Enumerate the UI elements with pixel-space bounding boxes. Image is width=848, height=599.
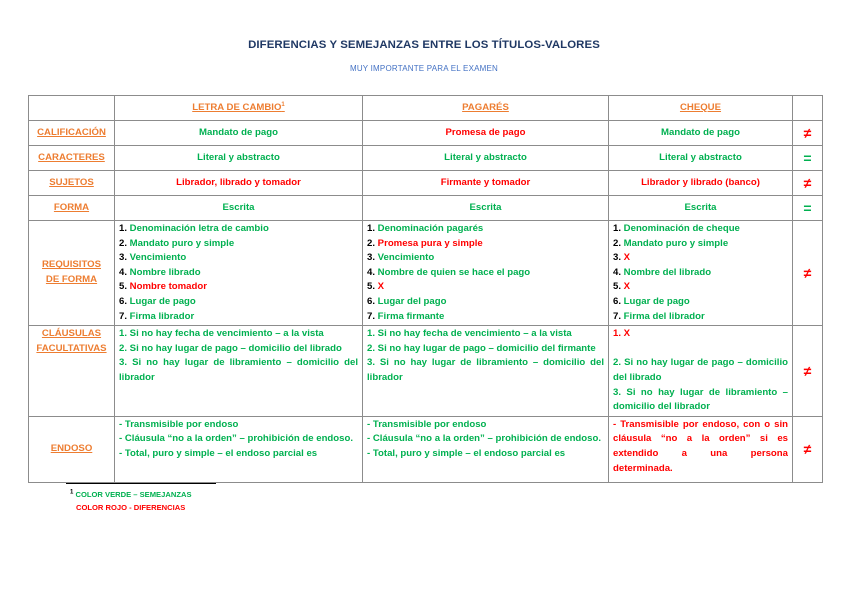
list-item: - Transmisible por endoso, con o sin cláusula “no a la orden” si es extendido a una persona determinada.	[613, 418, 788, 474]
item-number: 7.	[367, 310, 376, 322]
list-item	[119, 251, 358, 266]
item-text: Promesa pura y simple	[375, 237, 483, 249]
item-text: X	[621, 281, 631, 293]
list-item	[613, 266, 788, 281]
list-item	[367, 237, 604, 252]
row-label-line: FACULTATIVAS	[36, 342, 107, 354]
item-number: 6.	[367, 295, 376, 307]
list-item: 3. Si no hay lugar de libramiento – domicilio del librador	[367, 357, 604, 383]
row-forma	[29, 196, 823, 221]
header-cheque: CHEQUE	[609, 96, 793, 121]
cell-calificacion-cheque: Mandato de pago	[609, 121, 793, 146]
row-label-caracteres: CARACTERES	[29, 146, 115, 171]
list-item: 2. Si no hay lugar de pago – domicilio del librado	[613, 357, 788, 383]
item-number: 7.	[613, 310, 622, 322]
item-text: Nombre tomador	[127, 281, 207, 293]
list-item	[367, 280, 604, 295]
cell-requisitos-letra	[115, 221, 363, 326]
footnote-divider	[66, 483, 216, 484]
document-subtitle: MUY IMPORTANTE PARA EL EXAMEN	[349, 64, 499, 73]
list-item	[119, 295, 358, 310]
item-text: Firma del librador	[621, 310, 705, 322]
list-item: - Total, puro y simple – el endoso parcial es	[367, 447, 566, 459]
list-item: 1. Si no hay fecha de vencimiento – a la vista	[367, 328, 572, 340]
item-text: Vencimiento	[375, 252, 435, 264]
list-item	[613, 222, 788, 237]
row-caracteres	[29, 146, 823, 171]
list-item	[613, 251, 788, 266]
cell-sujetos-cheque: Librador y librado (banco)	[609, 171, 793, 196]
item-text: Denominación letra de cambio	[127, 223, 269, 234]
list-item: - Transmisible por endoso	[367, 418, 487, 430]
row-label-clausulas	[29, 326, 115, 417]
item-text: Vencimiento	[127, 252, 187, 264]
list-item: 3. Si no hay lugar de libramiento – domicilio del librador	[119, 357, 358, 383]
item-number: 3.	[613, 252, 622, 264]
cell-sujetos-letra: Librador, librado y tomador	[115, 171, 363, 196]
footnote-green	[70, 490, 192, 499]
symbol-different: ≠	[793, 326, 823, 417]
header-symbol-cell	[793, 96, 823, 121]
item-number: 3.	[367, 252, 376, 264]
item-text: Nombre librado	[127, 266, 201, 278]
header-empty-cell	[29, 96, 115, 121]
item-number: 2.	[119, 237, 128, 249]
item-number: 6.	[613, 295, 622, 307]
item-number: 4.	[367, 266, 376, 278]
list-item: - Cláusula “no a la orden” – prohibición de endoso.	[119, 433, 354, 445]
cell-calificacion-letra: Mandato de pago	[115, 121, 363, 146]
cell-forma-letra: Escrita	[115, 196, 363, 221]
row-label-forma: FORMA	[29, 196, 115, 221]
list-item	[613, 280, 788, 295]
header-letra-label: LETRA DE CAMBIO	[192, 101, 282, 113]
cell-forma-pagare: Escrita	[363, 196, 609, 221]
list-item	[119, 222, 358, 237]
list-item: 1. X	[613, 328, 631, 340]
cell-endoso-letra	[115, 416, 363, 482]
list-item: 1. Si no hay fecha de vencimiento – a la vista	[119, 328, 324, 340]
item-text: Nombre de quien se hace el pago	[375, 266, 531, 278]
footnote-ref: 1	[281, 101, 285, 108]
cell-clip	[613, 418, 788, 478]
symbol-equal: =	[793, 146, 823, 171]
header-pagares: PAGARÉS	[363, 96, 609, 121]
item-text: Denominación de cheque	[621, 223, 740, 234]
symbol-different: ≠	[793, 416, 823, 482]
item-text: Mandato puro y simple	[127, 237, 235, 249]
cell-clausulas-letra	[115, 326, 363, 417]
list-item	[367, 251, 604, 266]
list-item: - Transmisible por endoso	[119, 418, 239, 430]
footnote-marker: 1	[70, 489, 74, 496]
list-item	[367, 222, 604, 237]
cell-requisitos-cheque	[609, 221, 793, 326]
cell-endoso-cheque	[609, 416, 793, 482]
row-label-line: CLÁUSULAS	[41, 328, 102, 340]
item-text: Denominación pagarés	[375, 223, 484, 234]
item-text: Firma firmante	[375, 310, 445, 322]
cell-caracteres-pagare: Literal y abstracto	[363, 146, 609, 171]
footnote-red: COLOR ROJO - DIFERENCIAS	[76, 503, 186, 512]
cell-clausulas-cheque	[609, 326, 793, 417]
row-label-line: REQUISITOS	[42, 259, 101, 271]
item-text: Lugar del pago	[375, 295, 447, 307]
list-item	[613, 237, 788, 252]
item-number: 4.	[119, 266, 128, 278]
item-text: Nombre del librado	[621, 266, 712, 278]
list-item	[613, 310, 788, 325]
list-item	[119, 280, 358, 295]
list-item	[613, 295, 788, 310]
comparison-table	[28, 95, 823, 483]
cell-clip	[119, 418, 358, 478]
list-item: - Cláusula “no a la orden” – prohibición de endoso.	[367, 433, 602, 445]
cell-requisitos-pagare	[363, 221, 609, 326]
cell-calificacion-pagare: Promesa de pago	[363, 121, 609, 146]
cell-forma-cheque: Escrita	[609, 196, 793, 221]
item-number: 5.	[367, 281, 376, 293]
symbol-different: ≠	[793, 121, 823, 146]
cell-clip	[367, 418, 604, 478]
row-sujetos	[29, 171, 823, 196]
item-number: 2.	[367, 237, 376, 249]
list-item	[119, 266, 358, 281]
row-calificacion	[29, 121, 823, 146]
row-label-requisitos	[29, 221, 115, 326]
list-item	[367, 266, 604, 281]
item-text: Mandato puro y simple	[621, 237, 729, 249]
list-item	[367, 295, 604, 310]
header-letra-de-cambio	[115, 96, 363, 121]
row-requisitos	[29, 221, 823, 326]
list-item	[119, 237, 358, 252]
cell-clausulas-pagare	[363, 326, 609, 417]
item-text: X	[375, 281, 385, 293]
list-item: 3. Si no hay lugar de libramiento – domicilio del librador	[613, 386, 788, 413]
list-item: 2. Si no hay lugar de pago – domicilio del librado	[119, 342, 342, 354]
list-item: 2. Si no hay lugar de pago – domicilio del firmante	[367, 342, 596, 354]
item-number: 1.	[367, 223, 376, 234]
list-item	[367, 310, 604, 325]
row-label-line: DE FORMA	[45, 274, 98, 286]
cell-caracteres-cheque: Literal y abstracto	[609, 146, 793, 171]
cell-caracteres-letra: Literal y abstracto	[115, 146, 363, 171]
item-number: 1.	[613, 223, 622, 234]
symbol-different: ≠	[793, 171, 823, 196]
item-number: 2.	[613, 237, 622, 249]
item-number: 6.	[119, 295, 128, 307]
document-title: DIFERENCIAS Y SEMEJANZAS ENTRE LOS TÍTULOS-VALORES	[248, 39, 600, 51]
item-number: 1.	[119, 223, 128, 234]
list-item: - Total, puro y simple – el endoso parcial es	[119, 447, 318, 459]
symbol-equal: =	[793, 196, 823, 221]
item-number: 3.	[119, 252, 128, 264]
cell-endoso-pagare	[363, 416, 609, 482]
item-text: Lugar de pago	[621, 295, 690, 307]
row-label-endoso: ENDOSO	[29, 416, 115, 482]
row-endoso	[29, 416, 823, 482]
footnote-green-text: COLOR VERDE – SEMEJANZAS	[75, 490, 192, 499]
row-label-sujetos: SUJETOS	[29, 171, 115, 196]
row-label-calificacion: CALIFICACIÓN	[29, 121, 115, 146]
item-text: Firma librador	[127, 310, 195, 322]
list-item	[119, 310, 358, 325]
symbol-different: ≠	[793, 221, 823, 326]
item-text: Lugar de pago	[127, 295, 196, 307]
item-number: 5.	[613, 281, 622, 293]
item-number: 7.	[119, 310, 128, 322]
item-number: 4.	[613, 266, 622, 278]
cell-sujetos-pagare: Firmante y tomador	[363, 171, 609, 196]
item-text: X	[621, 252, 631, 264]
item-number: 5.	[119, 281, 128, 293]
row-clausulas	[29, 326, 823, 417]
header-row	[29, 96, 823, 121]
